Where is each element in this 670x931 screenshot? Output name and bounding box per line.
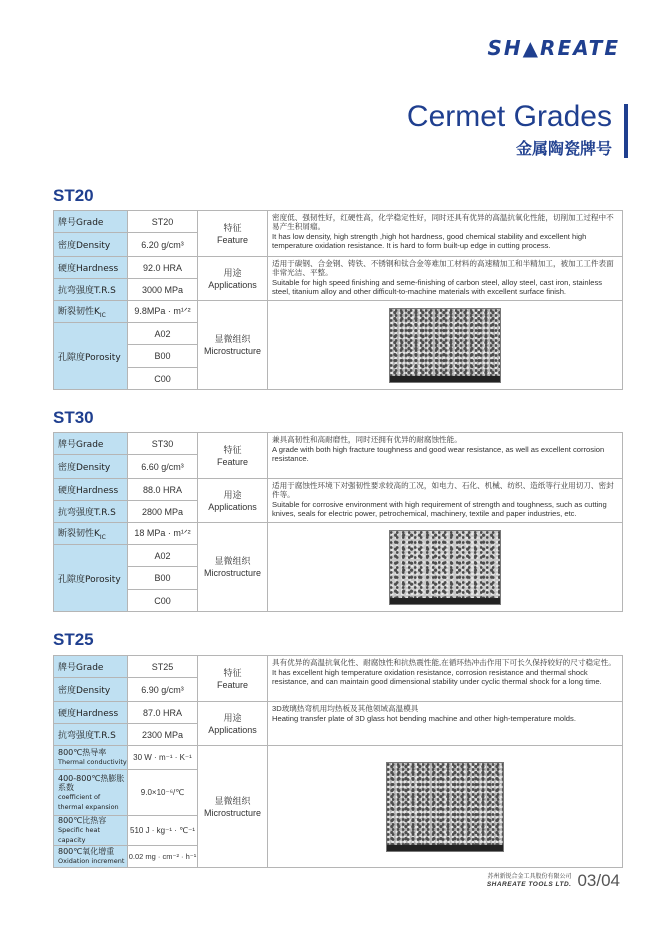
section-title-st30: ST30 (53, 408, 94, 427)
brand-logo: SH▲REATE (487, 36, 620, 60)
company-name: 苏州新锐合金工具股份有限公司 SHAREATE TOOLS LTD. (486, 874, 572, 888)
microstructure-image (389, 530, 501, 605)
applications-text: 适用于腐蚀性环境下对强韧性要求较高的工况，如电力、石化、机械、纺织、造纸等行业用切刀、密封件等。 Suitable for corrosive environment with high requirement of strength and toughness, such as cutting knives, seals for electric power, petrochemical, machinery, textile and paper industries, etc. (268, 479, 623, 523)
applications-text: 适用于碳钢、合金钢、铸铁、不锈钢和钛合金等难加工材料的高速精加工和半精加工，被加工工件表面非常光洁、平整。 Suitable for high speed finishing and seme-finishing of carbon steel, alloy steel, cast iron, stainless steel, titanium alloy and other difficult-to-machine materials with excellent surface finish. (268, 257, 623, 301)
porosity-c: C00 (128, 368, 198, 390)
kic-label: 断裂韧性$K_{IC}$ (54, 523, 128, 545)
spec-table-st20 (53, 210, 623, 390)
spec-table-st30 (53, 432, 623, 612)
expansion-label: 400-800℃热膨胀系数 coefficient of thermal expansion (54, 770, 128, 816)
page-number: 03/04 (577, 871, 620, 890)
conductivity-label: 800℃热导率 Thermal conductivity (54, 746, 128, 770)
feature-text: 密度低、强韧性好，红硬性高，化学稳定性好，同时还具有优异的高温抗氧化性能，切削加工过程中不易产生积屑瘤。 It has low density, high strength ,high hot hardness, good chemical stability and excellent high temperature oxidation resistance. It is hard to form built-up edge in cutting process. (268, 211, 623, 257)
density-value: 6.90 g/cm³ (128, 678, 198, 702)
density-label: 密度Density (54, 233, 128, 257)
applications-label: 用途 Applications (198, 479, 268, 523)
hardness-value: 87.0 HRA (128, 702, 198, 724)
heat-capacity-label: 800℃比热容 Specific heat capacity (54, 816, 128, 846)
porosity-a: A02 (128, 545, 198, 567)
microstructure-image (389, 308, 501, 383)
density-value: 6.60 g/cm³ (128, 455, 198, 479)
page-subtitle: 金属陶瓷牌号 (515, 139, 612, 158)
grade-value: ST30 (128, 433, 198, 455)
trs-label: 抗弯强度T.R.S (54, 724, 128, 746)
density-value: 6.20 g/cm³ (128, 233, 198, 257)
conductivity-value: 30 W · m⁻¹ · K⁻¹ (128, 746, 198, 770)
density-label: 密度Density (54, 455, 128, 479)
trs-value: 2800 MPa (128, 501, 198, 523)
feature-text: 兼具高韧性和高耐磨性，同时还拥有优异的耐腐蚀性能。 A grade with both high fracture toughness and good wear resistance, as well as excellent corrosion resistance. (268, 433, 623, 479)
section-title-st20: ST20 (53, 186, 94, 205)
microstructure-label: 显微组织 Microstructure (198, 523, 268, 612)
kic-value: 9.8MPa · m¹ᐟ² (128, 301, 198, 323)
kic-value: 18 MPa · m¹ᐟ² (128, 523, 198, 545)
grade-value: ST20 (128, 211, 198, 233)
title-accent-bar (624, 104, 628, 158)
microstructure-image-cell (268, 746, 623, 868)
kic-label: 断裂韧性$K_{IC}$ (54, 301, 128, 323)
trs-label: 抗弯强度T.R.S (54, 501, 128, 523)
grade-value: ST25 (128, 656, 198, 678)
applications-label: 用途 Applications (198, 702, 268, 746)
oxidation-value: 0.02 mg · cm⁻² · h⁻¹ (128, 846, 198, 868)
applications-label: 用途 Applications (198, 257, 268, 301)
feature-text: 具有优异的高温抗氧化性、耐腐蚀性和抗热震性能,在循环热冲击作用下可长久保持较好的尺寸稳定性。 It has excellent high temperature oxidation resistance, corrosion resistance and thermal shock resistance, and can maintain good dimensional stability under cyclic thermal shock for a long time. (268, 656, 623, 702)
porosity-b: B00 (128, 567, 198, 590)
microstructure-label: 显微组织 Microstructure (198, 746, 268, 868)
page-footer (487, 871, 620, 891)
grade-label: 牌号Grade (54, 433, 128, 455)
page-header (407, 100, 628, 159)
microstructure-image (386, 762, 504, 852)
microstructure-image-cell (268, 301, 623, 390)
porosity-b: B00 (128, 345, 198, 368)
hardness-label: 硬度Hardness (54, 257, 128, 279)
page-title: Cermet Grades (406, 100, 612, 133)
porosity-a: A02 (128, 323, 198, 345)
spec-table-st25 (53, 655, 623, 868)
grade-label: 牌号Grade (54, 211, 128, 233)
grade-label: 牌号Grade (54, 656, 128, 678)
hardness-value: 88.0 HRA (128, 479, 198, 501)
porosity-label: 孔隙度Porosity (54, 545, 128, 612)
expansion-value: 9.0×10⁻⁶/℃ (128, 770, 198, 816)
feature-label: 特征 Feature (198, 211, 268, 257)
section-title-st25: ST25 (53, 630, 94, 649)
porosity-c: C00 (128, 590, 198, 612)
hardness-label: 硬度Hardness (54, 479, 128, 501)
trs-value: 2300 MPa (128, 724, 198, 746)
microstructure-label: 显微组织 Microstructure (198, 301, 268, 390)
heat-capacity-value: 510 J · kg⁻¹ · ℃⁻¹ (128, 816, 198, 846)
feature-label: 特征 Feature (198, 433, 268, 479)
trs-label: 抗弯强度T.R.S (54, 279, 128, 301)
porosity-label: 孔隙度Porosity (54, 323, 128, 390)
trs-value: 3000 MPa (128, 279, 198, 301)
density-label: 密度Density (54, 678, 128, 702)
hardness-value: 92.0 HRA (128, 257, 198, 279)
feature-label: 特征 Feature (198, 656, 268, 702)
applications-text: 3D玻璃热弯机用均热板及其他领域高温模具 Heating transfer plate of 3D glass hot bending machine and other high-temperature molds. (268, 702, 623, 746)
hardness-label: 硬度Hardness (54, 702, 128, 724)
microstructure-image-cell (268, 523, 623, 612)
oxidation-label: 800℃氧化增重 Oxidation increment (54, 846, 128, 868)
